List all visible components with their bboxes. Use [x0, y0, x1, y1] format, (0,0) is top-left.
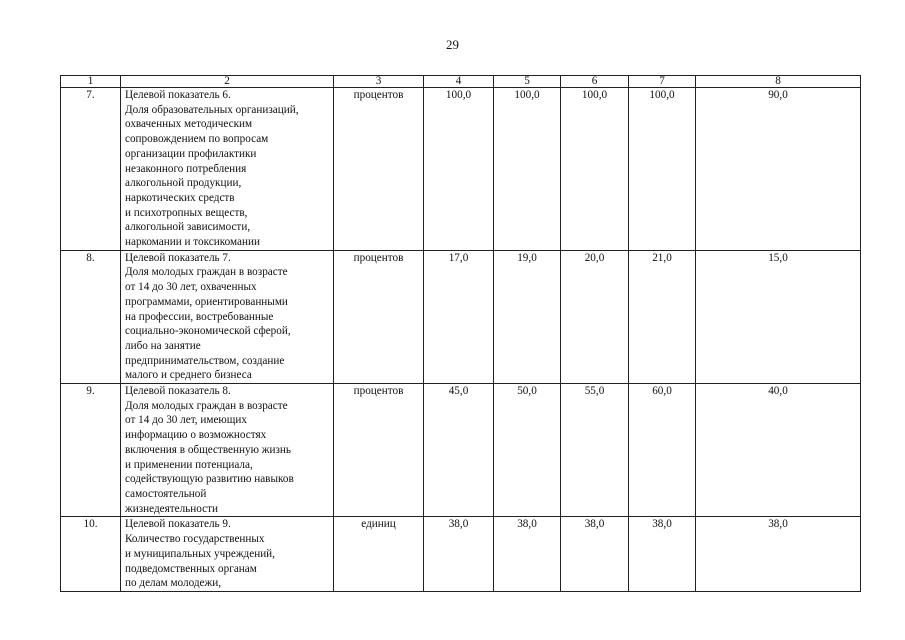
value-col-4: 45,0: [424, 384, 494, 517]
indicator-description: [121, 88, 334, 251]
description-line: либо на занятие: [125, 339, 201, 352]
description-line: Доля молодых граждан в возрасте: [125, 266, 288, 279]
value-col-8: 15,0: [696, 250, 861, 383]
value-col-4: 38,0: [424, 517, 494, 592]
value-col-5: 19,0: [494, 250, 561, 383]
description-line: подведомственных органам: [125, 562, 257, 575]
indicator-description: [121, 250, 334, 383]
row-number: 9.: [61, 384, 121, 517]
page-number: 29: [446, 37, 459, 52]
unit-cell: процентов: [334, 88, 424, 251]
description-line: алкогольной зависимости,: [125, 221, 251, 234]
header-col-5: 5: [494, 76, 561, 88]
indicator-description: [121, 384, 334, 517]
description-line: Целевой показатель 6.: [125, 89, 231, 101]
description-line: и применении потенциала,: [125, 458, 253, 471]
description-line: жизнедеятельности: [125, 502, 218, 515]
header-col-1: 1: [61, 76, 121, 88]
header-col-7: 7: [629, 76, 696, 88]
description-line: программами, ориентированными: [125, 295, 288, 308]
description-line: информацию о возможностях: [125, 429, 267, 442]
description-line: от 14 до 30 лет, имеющих: [125, 414, 247, 427]
value-col-6: 20,0: [561, 250, 629, 383]
description-line: охваченных методическим: [125, 118, 253, 131]
description-line: малого и среднего бизнеса: [125, 369, 252, 382]
indicator-description: [121, 517, 334, 592]
table-row: [61, 250, 861, 383]
description-line: Целевой показатель 7.: [125, 251, 231, 264]
value-col-6: 100,0: [561, 88, 629, 251]
description-line: социально-экономической сферой,: [125, 325, 291, 338]
table-row: [61, 88, 861, 251]
description-line: Доля образовательных организаций,: [125, 103, 299, 116]
header-col-6: 6: [561, 76, 629, 88]
description-line: наркотических средств: [125, 191, 235, 204]
header-col-2: 2: [121, 76, 334, 88]
header-row: [61, 76, 861, 88]
value-col-8: 38,0: [696, 517, 861, 592]
description-line: самостоятельной: [125, 487, 207, 500]
description-line: сопровождением по вопросам: [125, 133, 269, 146]
description-line: предпринимательством, создание: [125, 354, 285, 367]
row-number: 8.: [61, 250, 121, 383]
description-line: содействующую развитию навыков: [125, 473, 294, 486]
value-col-4: 100,0: [424, 88, 494, 251]
value-col-7: 100,0: [629, 88, 696, 251]
value-col-7: 21,0: [629, 250, 696, 383]
indicators-table: [60, 75, 861, 592]
header-col-3: 3: [334, 76, 424, 88]
description-line: и муниципальных учреждений,: [125, 547, 275, 560]
description-line: Целевой показатель 9.: [125, 518, 231, 531]
description-line: по делам молодежи,: [125, 577, 222, 590]
description-line: Целевой показатель 8.: [125, 385, 231, 398]
value-col-7: 60,0: [629, 384, 696, 517]
value-col-4: 17,0: [424, 250, 494, 383]
description-line: Доля молодых граждан в возрасте: [125, 399, 288, 412]
description-line: и психотропных веществ,: [125, 206, 248, 219]
table-row: [61, 384, 861, 517]
value-col-6: 38,0: [561, 517, 629, 592]
value-col-5: 38,0: [494, 517, 561, 592]
value-col-5: 50,0: [494, 384, 561, 517]
description-line: наркомании и токсикомании: [125, 236, 260, 249]
description-line: на профессии, востребованные: [125, 310, 274, 323]
value-col-5: 100,0: [494, 88, 561, 251]
description-line: организации профилактики: [125, 147, 257, 160]
description-line: от 14 до 30 лет, охваченных: [125, 281, 257, 294]
unit-cell: процентов: [334, 250, 424, 383]
table-row: [61, 517, 861, 592]
value-col-6: 55,0: [561, 384, 629, 517]
value-col-7: 38,0: [629, 517, 696, 592]
description-line: незаконного потребления: [125, 162, 247, 175]
description-line: Количество государственных: [125, 533, 265, 546]
description-line: алкогольной продукции,: [125, 177, 242, 190]
value-col-8: 90,0: [696, 88, 861, 251]
unit-cell: единиц: [334, 517, 424, 592]
row-number: 7.: [61, 88, 121, 251]
unit-cell: процентов: [334, 384, 424, 517]
description-line: включения в общественную жизнь: [125, 443, 291, 456]
header-col-8: 8: [696, 76, 861, 88]
row-number: 10.: [61, 517, 121, 592]
value-col-8: 40,0: [696, 384, 861, 517]
header-col-4: 4: [424, 76, 494, 88]
